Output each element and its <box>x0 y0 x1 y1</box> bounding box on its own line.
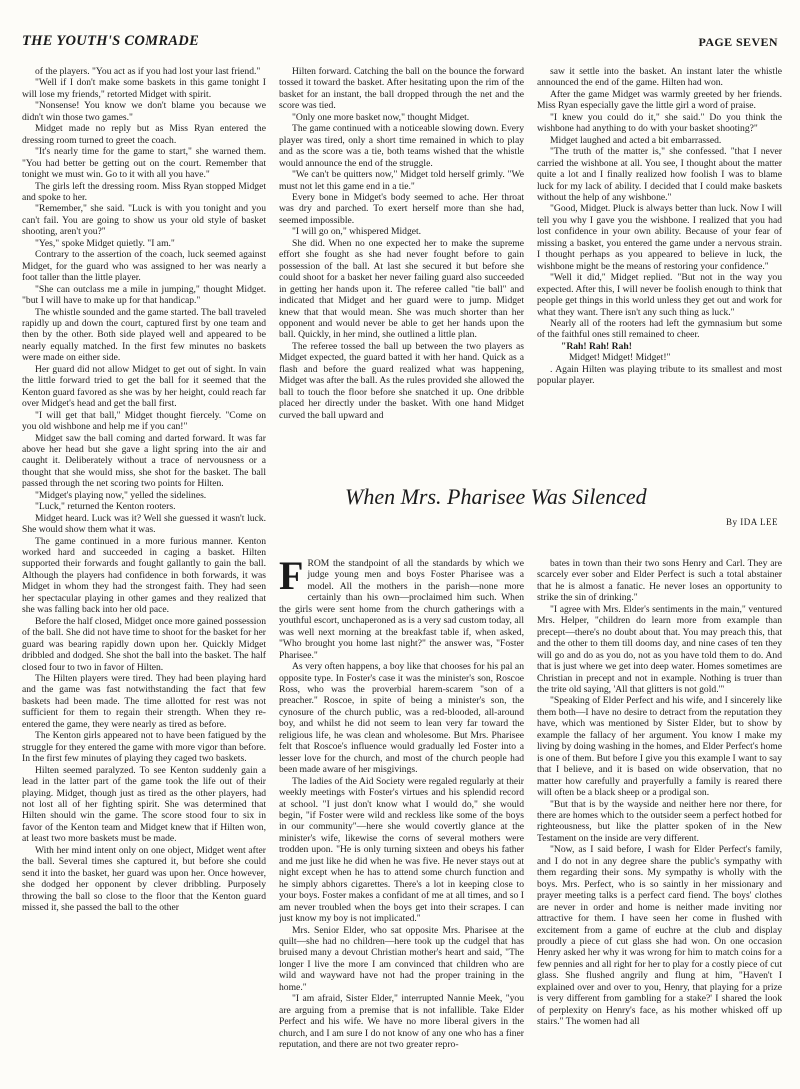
paragraph: "I am afraid, Sister Elder," interrupted Nannie Meek, "you are arguing from a premise that is not infallible. Take Elder Perfect and his wife. We have no more liberal givers in the church, and I am sure I do not know of any one who has a finer reputation, and there are not two greater repro- <box>279 993 524 1051</box>
paragraph: bates in town than their two sons Henry and Carl. They are scarcely ever sober and Elder Perfect is such a total abstainer that he is almost a fanatic. He never loses an opportunity to strike the sin of drinking." <box>537 558 782 604</box>
story1-column-3 <box>537 66 782 483</box>
story1-ending: . Again Hilten was playing tribute to its smallest and most popular player. <box>537 363 782 387</box>
paragraph: The game continued in a more furious manner. Kenton worked hard and succeeded in caging a basket. Hilten supported their forwards and fought gallantly to gain the ball. Although the players had confidence in both forwards, it was Midget in whom they had the strongest faith. They had seen her spectacular playing in other games and they realized that she was falling back into her old pace. <box>22 535 266 616</box>
story1-column-1 <box>22 66 266 1072</box>
paragraph: ROM the standpoint of all the standards by which we judge young men and boys Foster Pharisee was a model. All the mothers in the parish—none more certainly than his own—proclaimed him such. When the girls were sent home from the church gatherings with a youthful escort, unchaperoned as is a very sad custom today, all was well next morning at the breakfast table if, when asked, "Who brought you home last night?" the answer was, "Foster Pharisee." <box>279 558 524 661</box>
story1-column-3-body <box>537 66 782 341</box>
paragraph: The girls left the dressing room. Miss Ryan stopped Midget and spoke to her. <box>22 180 266 203</box>
paragraph: "Only one more basket now," thought Midget. <box>292 111 470 123</box>
paragraph: Mrs. Senior Elder, who sat opposite Mrs. Pharisee at the quilt—she had no children—here took up the cudgel that has bruised many a devout Christian mother's heart and said, "The longer I live the more I am convinced that children who are wild and wayward have not had the proper training in the home." <box>279 924 524 993</box>
paragraph: Midget made no reply but as Miss Ryan entered the dressing room turned to greet the coach. <box>22 123 266 146</box>
paragraph: Midget laughed and acted a bit embarrassed. <box>550 134 722 146</box>
paragraph: The game continued with a noticeable slowing down. Every player was tired, only a short time remained in which to play and as the score was a tie, both teams wished that the whistle would announce the end of the struggle. <box>279 123 524 169</box>
paragraph: Contrary to the assertion of the coach, luck seemed against Midget, for the guard who was assigned to her was nearly a foot taller than the little player. <box>22 249 266 284</box>
paragraph: of the players. "You act as if you had lost your last friend." <box>35 66 261 77</box>
paragraph: "Well if I don't make some baskets in this game tonight I will lose my friends," retorted Midget with spirit. <box>22 77 266 100</box>
paragraph: Nearly all of the rooters had left the gymnasium but some of the faithful ones still remained to cheer. <box>537 317 782 341</box>
paragraph: Hilten seemed paralyzed. To see Kenton suddenly gain a lead in the latter part of the game took the life out of their playing. Midget, though just as tired as the other players, had not lost all of her fighting spirit. She was determined that Hilten should win the game. The score stood four to six in favor of the Kenton team and Midget knew that if Hilten won, at least two more baskets must be made. <box>22 764 266 845</box>
page-number: PAGE SEVEN <box>698 35 778 49</box>
paragraph: "She can outclass me a mile in jumping," thought Midget. "but I will have to make up for that handicap." <box>22 283 266 307</box>
cheer-line-2: Midget! Midget! Midget!" <box>569 352 671 364</box>
paragraph: "Good, Midget. Pluck is always better than luck. Now I will tell you why I gave you the wishbone. I realized that you had lost confidence in your own ability. Because of your fear of missing a basket, you entered the game under a nervous strain. I thought perhaps as you appeared to believe in luck, the wishbone might be the means of restoring your confidence." <box>537 203 782 272</box>
magazine-title: THE YOUTH'S COMRADE <box>22 33 200 49</box>
paragraph: "Well it did," Midget replied. "But not in the way you expected. After this, I will never be foolish enough to think that people get things in this world unless they get out and work for what they want. There isn't any such thing as luck." <box>537 272 782 318</box>
paragraph: The ladies of the Aid Society were regaled regularly at their weekly meetings with Foster's virtues and his splendid record at school. "I just don't know what I would do," she would begin, "if Foster were wild and reckless like some of the boys in our community"—here she would covertly glance at the minister's wife, likewise the corns of several mothers were trodden upon. "He is only turning sixteen and obeys his father and me just like he did when he was five. He never stays out at night except when he has to attend some church function and he simply abhors cigarettes. There's a lot in keeping close to your boys. Foster makes a confidant of me at all times, and so I am never troubled when the boys get into their scrapes. I can just know my boy is not implicated." <box>279 775 524 925</box>
paragraph: Midget heard. Luck was it? Well she guessed it wasn't luck. She would show them what it was. <box>22 512 266 536</box>
paragraph: "Luck," returned the Kenton rooters. <box>35 501 176 513</box>
paragraph: "It's nearly time for the game to start," she warned them. "You had better be getting out on the court. Remember that tonight we must win. Go to it with all you have." <box>22 146 266 181</box>
paragraph: saw it settle into the basket. An instant later the whistle announced the end of the game. Hilten had won. <box>537 66 782 89</box>
paragraph: As very often happens, a boy like that chooses for his pal an opposite type. In Foster's case it was the minister's son, Roscoe Ross, who was the proverbial harem-scarem "son of a preacher." Roscoe, in spite of being a minister's son, the cynosure of the church public, was a red-blooded, all-around boy, and whilst he did not seem to lean very far toward the religious life, he was clean and wholesome. But Mrs. Pharisee felt that Roscoe's influence would gradually led Foster into a lesser love for the church, and most of the church people had been made aware of her misgivings. <box>279 661 524 776</box>
paragraph: She did. When no one expected her to make the supreme effort she fought as she had never fought before to gain possession of the ball. At last she secured it but before she could shoot for a basket her never failing guard also succeeded in getting her hands upon it. The referee called "tie ball" and indicated that Midget and her guard were to jump. Midget knew that that would mean. She was much shorter than her opponent and would never be able to get her hands upon the ball. Quickly, in her mind, she outlined a little plan. <box>279 237 524 341</box>
story2-column-1-body <box>279 558 524 1050</box>
paragraph: The Kenton girls appeared not to have been fatigued by the struggle for they entered the game with more vigor than before. In the first few minutes of playing they caged two baskets. <box>22 730 266 765</box>
paragraph: Every bone in Midget's body seemed to ache. Her throat was dry and parched. To exert herself more than she had, seemed impossible. <box>279 191 524 226</box>
paragraph: The whistle sounded and the game started. The ball traveled rapidly up and down the court, captured first by one team and then by the other. Both side played well and appeared to be nearly equally matched. In the first few minutes no baskets were made on either side. <box>22 306 266 364</box>
story2-byline: By IDA LEE <box>726 517 778 527</box>
cheer-line-1: "Rah! Rah! Rah! <box>561 340 632 352</box>
paragraph: "I agree with Mrs. Elder's sentiments in the main," ventured Mrs. Helper, "children do learn more from example than precept—there's no doubt about that. You may preach this, that and the other to them till dooms day, and nine cases of ten they will go and do as you do, not as you have told them to do. And that is just where we get into deep water. Homes sometimes are Christian in precept and not in example. Nothing is truer than the trite old saying, 'All that glitters is not gold.'" <box>537 603 782 695</box>
paragraph: Her guard did not allow Midget to get out of sight. In vain the little forward tried to get the ball for it seemed that the Kenton guard favored as she was by her height, could reach far over Midget's head and get the ball first. <box>22 363 266 410</box>
paragraph: "Now, as I said before, I wash for Elder Perfect's family, and I do not in any degree share the public's sympathy with them regarding their sons. My sympathy is wholly with the boys. Mrs. Perfect, who is so saintly in her missionary and prayer meeting talks is a perfect card fiend. The boys' clothes are never in order and home is neither made inviting nor attractive for them. I have seen her come in flushed with excitement from a game of euchre at the club and display proudly a piece of cut glass she had won. On one occasion Henry asked her why it was wrong for him to match coins for a few pennies and all right for her to play for a costly piece of cut glass. She flushed angrily and flung at him, "Haven't I explained over and over to you, Henry, that playing for a prize is very different from gambling for a stake?' I shared the look of perplexity on Henry's face, as his mother whisked off up stairs." The women had all <box>537 844 782 1028</box>
paragraph: "Remember," she said. "Luck is with you tonight and you can't fail. You are going to show us your old style of basket shooting, aren't you?" <box>22 203 266 238</box>
paragraph: "But that is by the wayside and neither here nor there, for there are homes which to the outsider seem a perfect hotbed for righteousness, but like the platter spoken of in the New Testament on the inside are very different. <box>537 798 782 844</box>
paragraph: "Nonsense! You know we don't blame you because we didn't win those two games." <box>22 100 266 123</box>
paragraph: The Hilten players were tired. They had been playing hard and the game was fast notwithstanding the fact that few baskets had been made. The time allotted for rest was not sufficient for them to regain their strength. When they re-entered the game, they were nearly as tired as before. <box>22 673 266 730</box>
paragraph: The referee tossed the ball up between the two players as Midget expected, the guard batted it with her hand. Quick as a flash and before the guard realized what was happening, Midget was after the ball. As the rules provided she allowed the ball to touch the floor before she snatched it up. One dribble placed her directly under the basket. With one hand Midget curved the ball upward and <box>279 340 524 421</box>
paragraph: "I will go on," whispered Midget. <box>292 226 422 238</box>
paragraph: After the game Midget was warmly greeted by her friends. Miss Ryan especially gave the little girl a word of praise. <box>537 88 782 112</box>
story2-column-2 <box>537 558 782 1072</box>
paragraph: Midget saw the ball coming and darted forward. It was far above her head but she gave a light spring into the air and caught it. Deliberately without a trace of nervousness or a thought that she would miss, she shot for the basket. The ball passed through the net scoring two points for Hilten. <box>22 432 266 490</box>
drop-cap: F <box>279 558 304 598</box>
paragraph: "Midget's playing now," yelled the sidelines. <box>35 489 207 501</box>
paragraph: Hilten forward. Catching the ball on the bounce the forward tossed it toward the basket. After hesitating upon the rim of the basket for an instant, the ball dropped through the net and the score was tied. <box>279 66 524 112</box>
paragraph: Before the half closed, Midget once more gained possession of the ball. She did not have time to shoot for the basket for her guard was bearing rapidly down upon her. Quickly Midget dribbled and dodged. She shot the ball into the basket. The half closed four to two in favor of Hilten. <box>22 615 266 673</box>
paragraph: "The truth of the matter is," she confessed. "that I never carried the wishbone at all. You see, I thought about the matter quite a lot and I finally realized how foolish I was to blame luck for my lack of ability. I decided that I could make baskets without the help of any wishbone." <box>537 146 782 203</box>
paragraph: "Speaking of Elder Perfect and his wife, and I sincerely like them both—I have no desire to detract from the reputation they have, which was mentioned by Sister Elder, but to show by example the fallacy of her argument. You know I make my living by doing washing in the homes, and Elder Perfect's home is one of them. But before I give you this example I want to say that I believe, and it is based on wide observation, that no matter how carefully and prayerfully a family is reared there will often be a black sheep or a prodigal son. <box>537 695 782 799</box>
paragraph: "I knew you could do it," she said." Do you think the wishbone had anything to do with your basket shooting?" <box>537 111 782 135</box>
paragraph: "We can't be quitters now," Midget told herself grimly. "We must not let this game end in a tie." <box>279 169 524 192</box>
paragraph: "I will get that ball," Midget thought fiercely. "Come on you old wishbone and help me if you can!" <box>22 409 266 433</box>
story2-column-1 <box>279 558 524 1072</box>
story2-title: When Mrs. Pharisee Was Silenced <box>345 484 647 509</box>
paragraph: With her mind intent only on one object, Midget went after the ball. Several times she captured it, but before she could send it into the basket, her guard was upon her. Once however, she dodged her opponent by clever dribbling. Purposely throwing the ball so close to the floor that the Kenton guard missed it, she passed the ball to the other <box>22 844 266 914</box>
story1-column-2 <box>279 66 524 483</box>
paragraph: "Yes," spoke Midget quietly. "I am." <box>35 237 175 249</box>
